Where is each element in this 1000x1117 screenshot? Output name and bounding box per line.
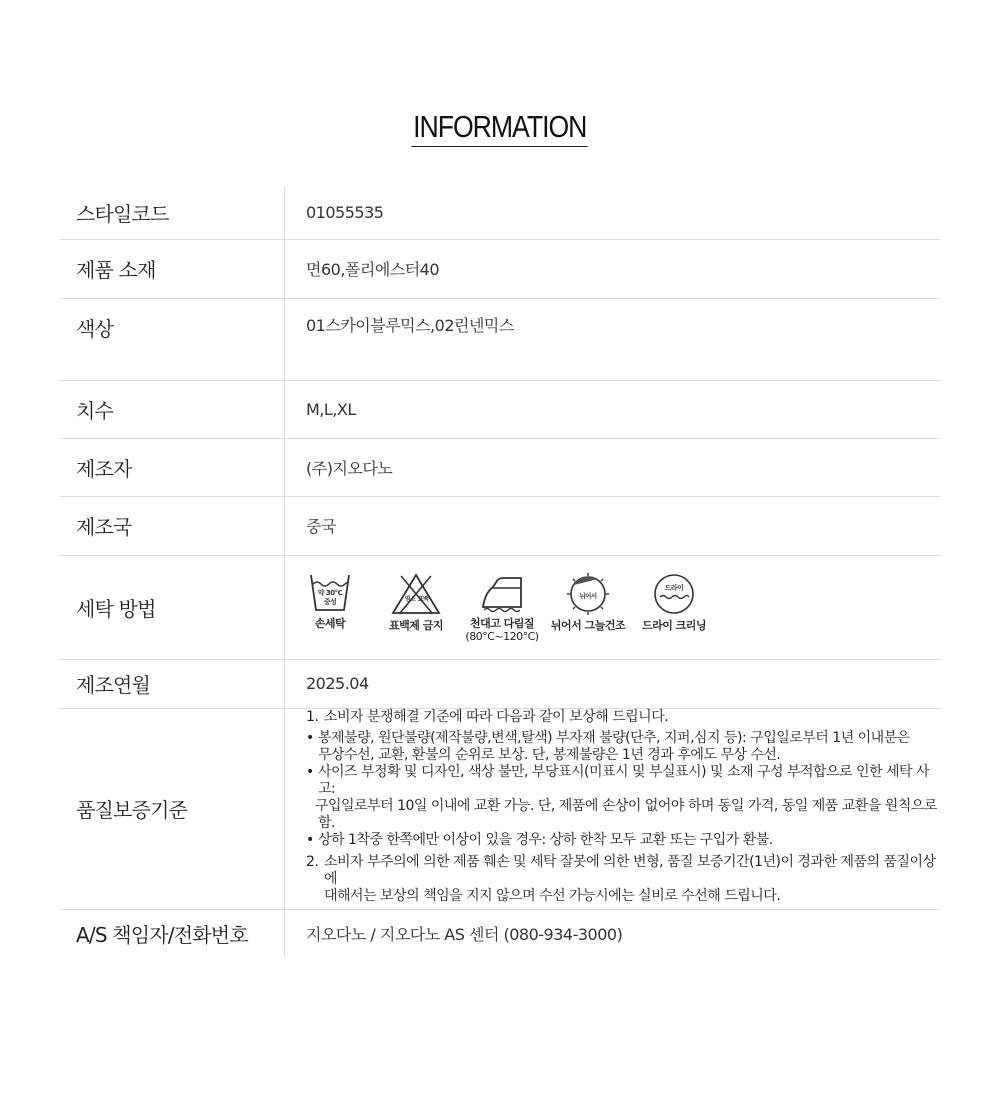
care-item-shade-dry [545, 573, 631, 632]
value-material: 면60,폴리에스터40 [306, 260, 440, 279]
value-size: M,L,XL [306, 399, 356, 419]
bullet-dot: • [306, 831, 314, 848]
row-date [60, 659, 940, 708]
iron-temp-range: (80°C~120°C) [465, 630, 539, 643]
quality-item-2 [306, 854, 940, 905]
no-bleach-label: 표백제 금지 [389, 619, 443, 632]
shade-dry-icon [564, 573, 612, 615]
value-color: 01스카이블루믹스,02린넨믹스 [306, 315, 514, 335]
row-country [60, 496, 940, 555]
row-quality [60, 708, 940, 909]
no-bleach-chlorine-text: 염소 [404, 596, 416, 603]
no-bleach-bleach-text: 표백 [417, 596, 429, 603]
quality-item-1-text: 소비자 분쟁해결 기준에 따라 다음과 같이 보상해 드립니다. [324, 708, 669, 725]
bullet-dot: • [306, 729, 314, 746]
value-date: 2025.04 [306, 674, 369, 693]
quality-item-2-num: 2. [306, 853, 319, 870]
quality-bullet-3-line-1: 상하 1착중 한쪽에만 이상이 있을 경우: 상하 한착 모두 교환 또는 구입가 환불. [318, 831, 773, 848]
label-maker: 제조자 [60, 438, 285, 496]
quality-bullet-1-line-1: 봉제불량, 원단불량(제작불량,변색,탈색) 부자재 불량(단추, 지퍼,심지 등): 구입일로부터 1년 이내분은 [318, 729, 910, 746]
row-maker [60, 438, 940, 496]
hand-wash-label: 손세탁 [314, 617, 346, 630]
value-maker: (주)지오다노 [306, 458, 393, 478]
care-item-hand-wash [287, 573, 373, 630]
label-color: 색상 [60, 298, 285, 380]
value-wash [285, 555, 941, 659]
quality-bullet-2-line-2: 구입일로부터 10일 이내에 교환 가능. 단, 제품에 손상이 없어야 하며 동일 가격, 동일 제품 교환을 원칙으로 함. [315, 797, 937, 831]
label-quality: 품질보증기준 [60, 708, 285, 909]
care-item-iron [459, 573, 545, 643]
row-color [60, 298, 940, 380]
label-country: 제조국 [60, 496, 285, 555]
care-item-dry-clean [631, 573, 717, 632]
title-area [0, 108, 1000, 147]
quality-bullet-2-line-1: 사이즈 부정확 및 디자인, 색상 불만, 부당표시(미표시 및 부실표시) 및 소재 구성 부적합으로 인한 세탁 사고: [318, 763, 930, 797]
no-bleach-icon [391, 573, 441, 615]
quality-item-2-line-2: 대해서는 보상의 책임을 지지 않으며 수선 가능시에는 실비로 수선해 드립니다. [324, 887, 781, 904]
value-quality [285, 708, 941, 909]
shade-dry-inner-text: 뉘어서 [579, 592, 597, 600]
dry-clean-inner-text: 드라이 [664, 584, 684, 592]
quality-item-1-num: 1. [306, 708, 319, 725]
dry-clean-icon [652, 573, 696, 615]
care-icons [287, 573, 940, 643]
quality-text [306, 709, 940, 905]
label-date: 제조연월 [60, 659, 285, 708]
iron-label: 천대고 다림질 [469, 617, 535, 630]
value-as: 지오다노 / 지오다노 AS 센터 (080-934-3000) [306, 924, 623, 944]
row-wash [60, 555, 940, 659]
row-material [60, 239, 940, 298]
bullet-dot: • [306, 763, 314, 780]
quality-bullet-1-line-2: 무상수선, 교환, 환불의 순위로 보상. 단, 봉제불량은 1년 경과 후에도 무상 수선. [318, 746, 781, 763]
value-country: 중국 [306, 517, 336, 536]
quality-bullet-2 [306, 764, 940, 832]
hand-wash-neutral-text: 중성 [323, 598, 337, 606]
quality-item-2-line-1: 소비자 부주의에 의한 제품 훼손 및 세탁 잘못에 의한 변형, 품질 보증기간(1년)이 경과한 제품의 품질이상에 [324, 853, 936, 887]
quality-bullet-1 [306, 730, 940, 764]
row-as [60, 909, 940, 957]
label-size: 치수 [60, 380, 285, 438]
label-as: A/S 책임자/전화번호 [60, 909, 285, 957]
row-size [60, 380, 940, 438]
product-info-table [60, 186, 940, 957]
label-material: 제품 소재 [60, 239, 285, 298]
label-wash: 세탁 방법 [60, 555, 285, 659]
quality-item-1 [306, 709, 940, 726]
hand-wash-icon [308, 573, 352, 613]
hand-wash-temp-text: 약 30°C [317, 589, 343, 597]
row-style-code [60, 186, 940, 239]
page-title: INFORMATION [412, 108, 589, 147]
iron-icon [479, 573, 525, 613]
value-style-code: 01055535 [306, 202, 384, 222]
label-style-code: 스타일코드 [60, 186, 285, 239]
quality-bullet-3 [306, 832, 940, 849]
care-item-no-bleach [373, 573, 459, 632]
shade-dry-label: 뉘어서 그늘건조 [550, 619, 626, 632]
dry-clean-label: 드라이 크리닝 [641, 619, 707, 632]
